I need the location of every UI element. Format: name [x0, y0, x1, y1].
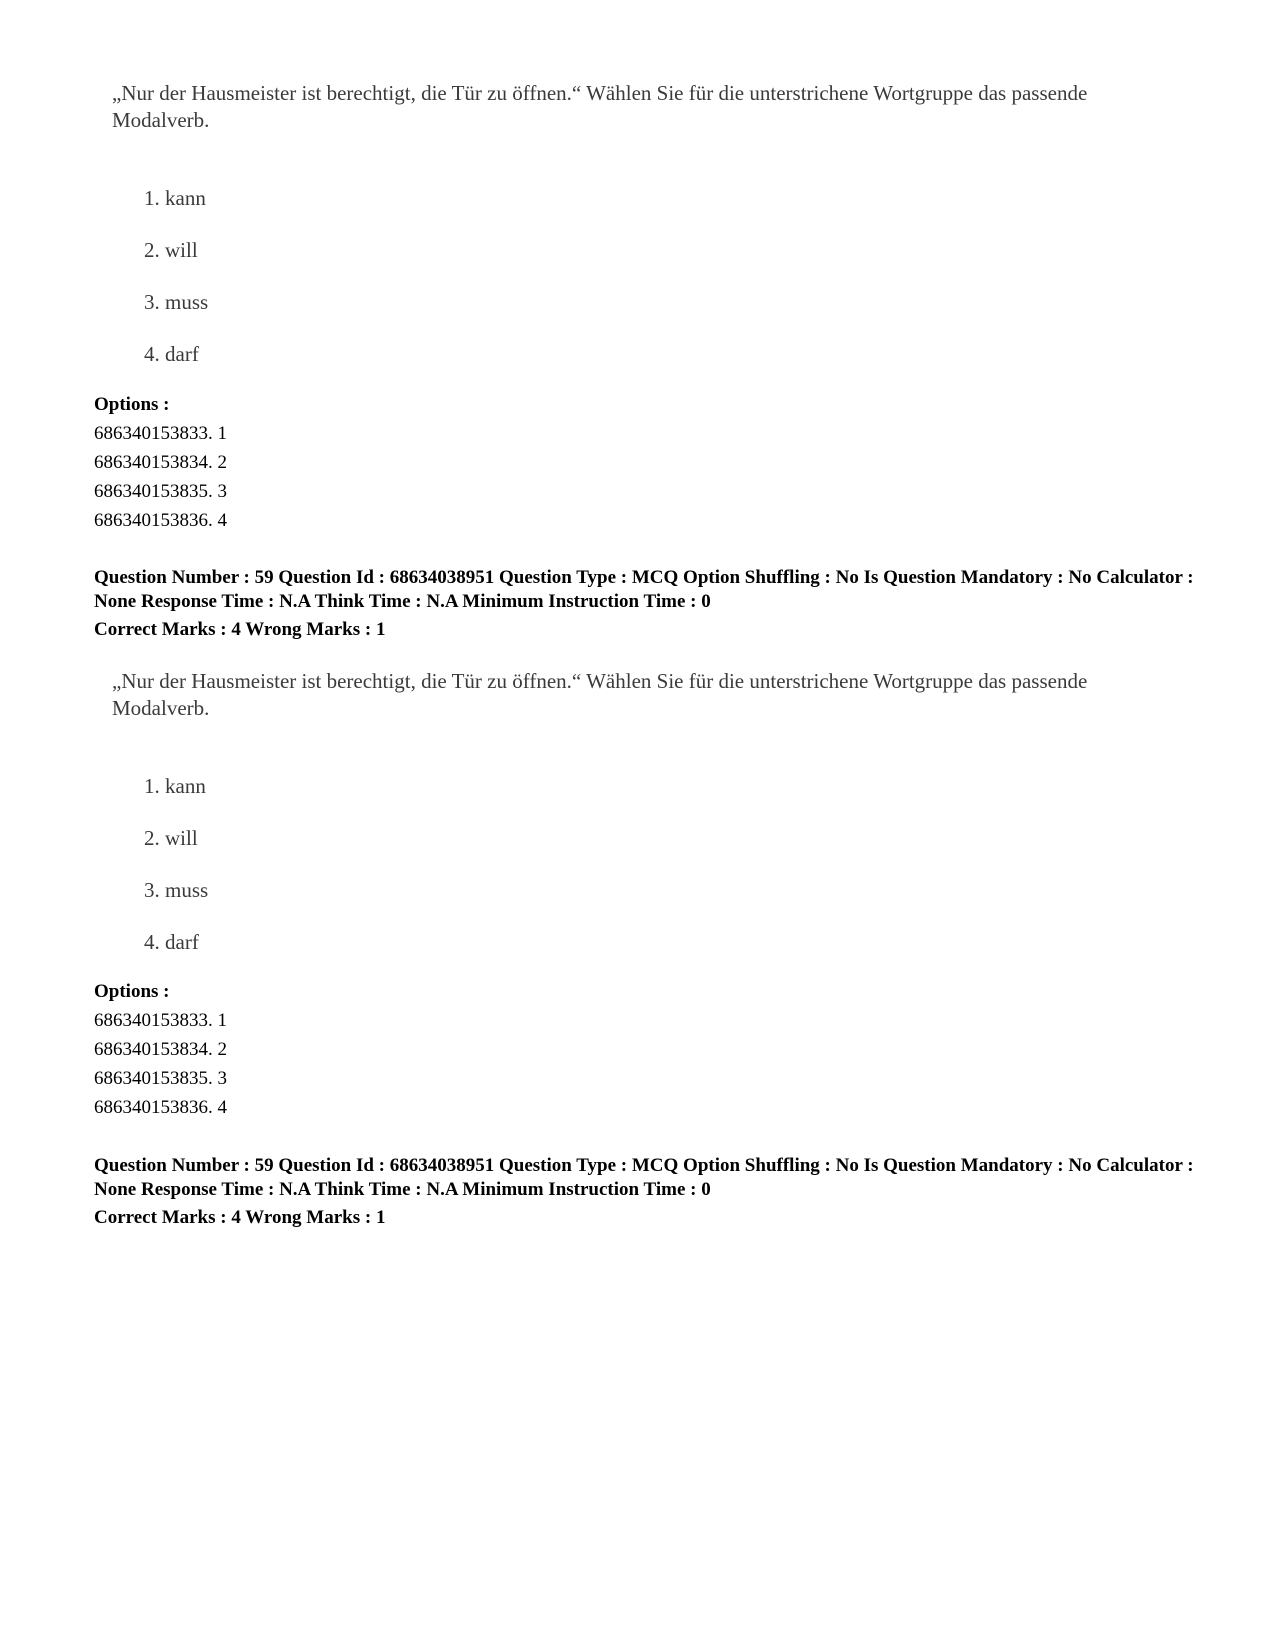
question-stem: „Nur der Hausmeister ist berechtigt, die Tür zu öffnen.“ Wählen Sie für die unterstrichene Wortgruppe das passende Modalverb.: [112, 81, 1088, 132]
question-meta: [94, 566, 1224, 642]
option-item: 686340153836. 4: [94, 1097, 227, 1118]
question-meta-line: Question Number : 59 Question Id : 68634038951 Question Type : MCQ Option Shuffling : No Is Question Mandatory : No Calculator : None Response Time : N.A Think Time : N.A Minimum Instruction Time : 0: [94, 567, 1194, 612]
option-item: 686340153834. 2: [94, 452, 227, 473]
option-item: 686340153834. 2: [94, 1039, 227, 1060]
option-item: 686340153836. 4: [94, 510, 227, 531]
option-item: 686340153835. 3: [94, 481, 227, 502]
choice-3: 3. muss: [144, 290, 209, 314]
option-item: 686340153833. 1: [94, 423, 227, 444]
question-image: [112, 80, 1162, 380]
options-block: [94, 390, 227, 535]
choice-3: 3. muss: [144, 878, 209, 902]
option-item: 686340153835. 3: [94, 1068, 227, 1089]
options-heading: Options :: [94, 394, 170, 415]
choice-2: 2. will: [144, 826, 198, 850]
options-heading: Options :: [94, 981, 170, 1002]
question-meta: [94, 1154, 1224, 1230]
question-meta-line: Question Number : 59 Question Id : 68634038951 Question Type : MCQ Option Shuffling : No Is Question Mandatory : No Calculator : None Response Time : N.A Think Time : N.A Minimum Instruction Time : 0: [94, 1155, 1194, 1200]
option-item: 686340153833. 1: [94, 1010, 227, 1031]
choice-2: 2. will: [144, 238, 198, 262]
choice-4: 4. darf: [144, 342, 199, 366]
options-block: [94, 977, 227, 1122]
question-marks: Correct Marks : 4 Wrong Marks : 1: [94, 1207, 386, 1228]
choice-1: 1. kann: [144, 774, 206, 798]
question-image: [112, 668, 1162, 968]
choice-1: 1. kann: [144, 186, 206, 210]
question-stem: „Nur der Hausmeister ist berechtigt, die Tür zu öffnen.“ Wählen Sie für die unterstrichene Wortgruppe das passende Modalverb.: [112, 669, 1088, 720]
question-marks: Correct Marks : 4 Wrong Marks : 1: [94, 619, 386, 640]
choice-4: 4. darf: [144, 930, 199, 954]
